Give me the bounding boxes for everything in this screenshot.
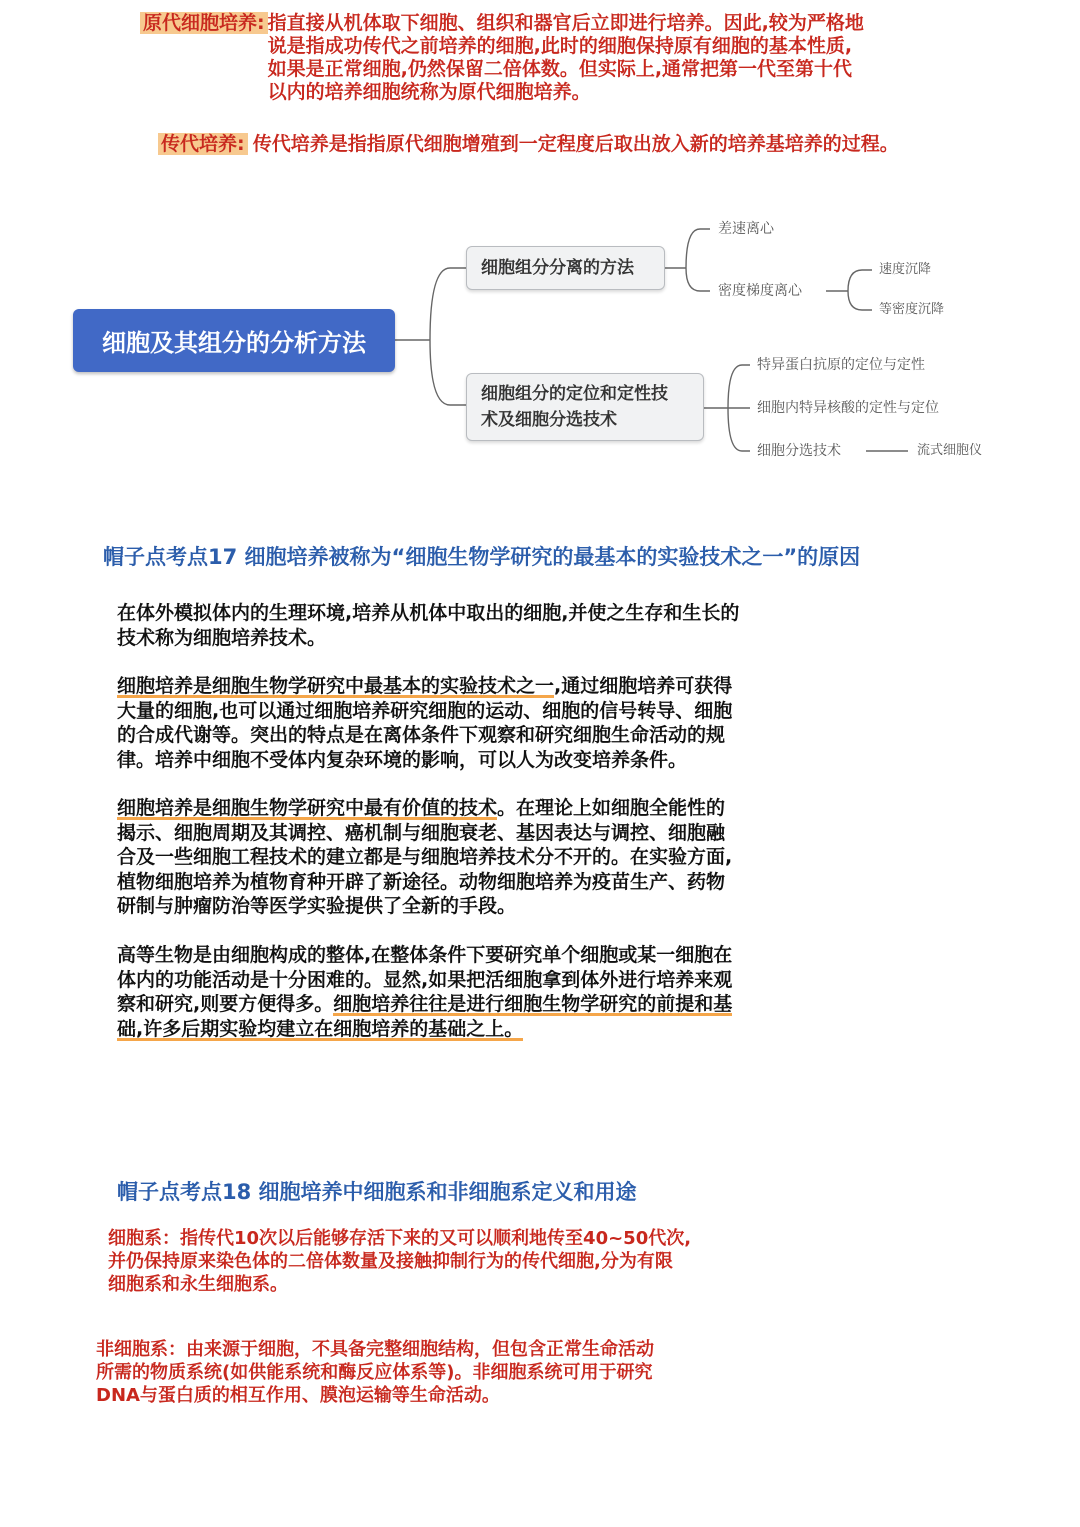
paragraph-text: 。在理论上如细胞全能性的 bbox=[497, 797, 726, 819]
paragraph-line: 合及一些细胞工程技术的建立都是与细胞培养技术分不开的。在实验方面, bbox=[117, 846, 733, 868]
cell-line-line: 细胞系和永生细胞系。 bbox=[108, 1274, 288, 1295]
leaf-differential-centrifugation: 差速离心 bbox=[718, 221, 774, 237]
underlined-phrase: 细胞培养往往是进行细胞生物学研究的前提和基 bbox=[333, 993, 733, 1015]
branch-localization-line: 细胞组分的定位和定性技 bbox=[481, 384, 668, 404]
paragraph-text: 察和研究,则要方便得多。 bbox=[117, 993, 334, 1015]
paragraph-line: 大量的细胞,也可以通过细胞培养研究细胞的运动、细胞的信号转导、细胞 bbox=[117, 699, 733, 722]
section17-paragraph-2 bbox=[117, 674, 837, 772]
paragraph-line: 在体外模拟体内的生理环境,培养从机体中取出的细胞,并使之生存和生长的 bbox=[117, 602, 740, 624]
underlined-phrase: 细胞培养是细胞生物学研究中最基本的实验技术之一 bbox=[117, 675, 555, 697]
primary-culture-line: 说是指成功传代之前培养的细胞,此时的细胞保持原有细胞的基本性质, bbox=[267, 35, 853, 57]
primary-culture-line: 指直接从机体取下细胞、组织和器官后立即进行培养。因此,较为严格地 bbox=[267, 12, 864, 34]
section18-heading: 帽子点考点18 细胞培养中细胞系和非细胞系定义和用途 bbox=[117, 1180, 637, 1204]
non-cell-line: DNA与蛋白质的相互作用、膜泡运输等生命活动。 bbox=[96, 1385, 500, 1406]
cell-line-line: 并仍保持原来染色体的二倍体数量及接触抑制行为的传代细胞,分为有限 bbox=[108, 1251, 673, 1272]
passage-culture-text: 传代培养是指指原代细胞增殖到一定程度后取出放入新的培养基培养的过程。 bbox=[252, 133, 899, 155]
branch-localization-line: 术及细胞分选技术 bbox=[481, 410, 617, 430]
non-cell-line: 非细胞系：由来源于细胞，不具备完整细胞结构，但包含正常生命活动 bbox=[96, 1339, 654, 1360]
section17-paragraph-3 bbox=[117, 796, 837, 919]
primary-culture-line: 以内的培养细胞统称为原代细胞培养。 bbox=[267, 81, 591, 103]
paragraph-line: 技术称为细胞培养技术。 bbox=[117, 626, 327, 649]
paragraph-line: 揭示、细胞周期及其调控、癌机制与细胞衰老、基因表达与调控、细胞融 bbox=[117, 821, 726, 844]
paragraph-line: 研制与肿瘤防治等医学实验提供了全新的手段。 bbox=[117, 895, 517, 917]
leaf-flow-cytometer: 流式细胞仪 bbox=[917, 443, 983, 458]
passage-culture-term: 传代培养: bbox=[158, 133, 248, 155]
paragraph-line: 的合成代谢等。突出的特点是在离体条件下观察和研究细胞生命活动的规 bbox=[117, 724, 726, 746]
underlined-phrase: 细胞培养是细胞生物学研究中最有价值的技术 bbox=[117, 797, 498, 819]
primary-culture-line: 如果是正常细胞,仍然保留二倍体数。但实际上,通常把第一代至第十代 bbox=[267, 58, 853, 80]
cell-line-definition bbox=[108, 1227, 788, 1296]
leaf-nucleic-acid-localization: 细胞内特异核酸的定性与定位 bbox=[757, 400, 939, 416]
leaf-velocity-sedimentation: 速度沉降 bbox=[879, 262, 932, 277]
paragraph-line: 律。培养中细胞不受体内复杂环境的影响，可以人为改变培养条件。 bbox=[117, 748, 688, 771]
non-cell-system-definition bbox=[96, 1338, 776, 1407]
leaf-protein-antigen-localization: 特异蛋白抗原的定位与定性 bbox=[757, 357, 925, 373]
mindmap-branch-localization bbox=[466, 373, 704, 441]
leaf-isopycnic-sedimentation: 等密度沉降 bbox=[879, 302, 945, 317]
leaf-cell-sorting: 细胞分选技术 bbox=[757, 443, 841, 459]
paragraph-text: ,通过细胞培养可获得 bbox=[554, 675, 733, 697]
paragraph-line: 植物细胞培养为植物育种开辟了新途径。动物细胞培养为疫苗生产、药物 bbox=[117, 870, 726, 893]
paragraph-line: 体内的功能活动是十分困难的。显然,如果把活细胞拿到体外进行培养来观 bbox=[117, 968, 733, 991]
mindmap-root: 细胞及其组分的分析方法 bbox=[73, 309, 395, 372]
leaf-density-gradient-centrifugation: 密度梯度离心 bbox=[718, 283, 802, 299]
underlined-phrase: 础,许多后期实验均建立在细胞培养的基础之上。 bbox=[117, 1017, 524, 1040]
section17-paragraph-1 bbox=[117, 601, 837, 650]
non-cell-line: 所需的物质系统(如供能系统和酶反应体系等)。非细胞系统可用于研究 bbox=[96, 1362, 653, 1383]
paragraph-line: 高等生物是由细胞构成的整体,在整体条件下要研究单个细胞或某一细胞在 bbox=[117, 944, 733, 966]
section17-paragraph-4 bbox=[117, 943, 837, 1041]
primary-culture-term: 原代细胞培养: bbox=[140, 12, 268, 34]
cell-line-line: 细胞系：指传代10次以后能够存活下来的又可以顺利地传至40~50代次, bbox=[108, 1228, 692, 1249]
mindmap-branch-separation: 细胞组分分离的方法 bbox=[466, 246, 665, 290]
section17-heading: 帽子点考点17 细胞培养被称为“细胞生物学研究的最基本的实验技术之一”的原因 bbox=[103, 545, 861, 569]
